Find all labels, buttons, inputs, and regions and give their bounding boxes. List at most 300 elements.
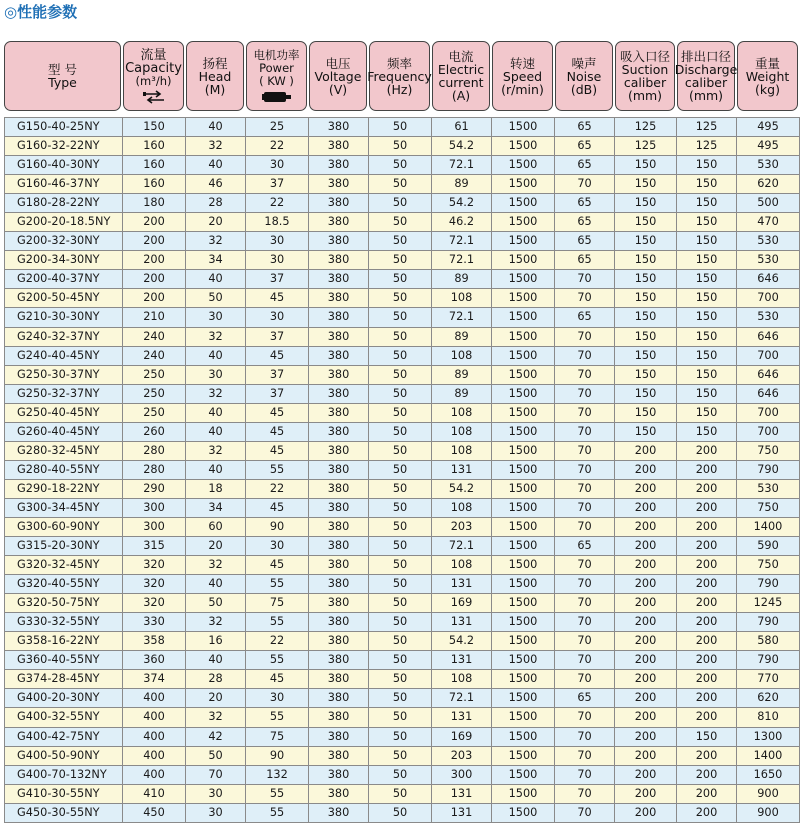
- header-capacity-zh: 流量: [140, 47, 167, 63]
- cell-speed: 1500: [492, 499, 555, 518]
- cell-suction: 150: [615, 156, 677, 175]
- cell-frequency: 50: [369, 270, 432, 289]
- cell-capacity: 150: [123, 117, 186, 137]
- cell-discharge: 200: [677, 747, 737, 766]
- cell-noise: 70: [555, 670, 615, 689]
- header-voltage: [309, 40, 369, 112]
- cell-discharge: 125: [677, 117, 737, 137]
- cell-suction: 200: [615, 499, 677, 518]
- header-current-unit: (A): [451, 88, 471, 103]
- table-row: [4, 708, 800, 727]
- cell-capacity: 160: [123, 175, 186, 194]
- cell-power: 37: [246, 270, 309, 289]
- cell-noise: 70: [555, 785, 615, 804]
- cell-weight: 1400: [737, 518, 800, 537]
- cell-noise: 65: [555, 137, 615, 156]
- cell-weight: 580: [737, 632, 800, 651]
- table-row: [4, 518, 800, 537]
- header-type: [4, 40, 123, 112]
- cell-voltage: 380: [309, 728, 369, 747]
- cell-weight: 700: [737, 404, 800, 423]
- cell-power: 30: [246, 232, 309, 251]
- cell-noise: 70: [555, 270, 615, 289]
- header-power-en: Power: [259, 60, 294, 75]
- header-voltage-zh: 电压: [325, 55, 351, 71]
- cell-frequency: 50: [369, 442, 432, 461]
- cell-type: G250-30-37NY: [4, 366, 123, 385]
- header-head: [186, 40, 246, 112]
- cell-capacity: 300: [123, 518, 186, 537]
- cell-power: 30: [246, 537, 309, 556]
- cell-type: G180-28-22NY: [4, 194, 123, 213]
- cell-discharge: 150: [677, 328, 737, 347]
- cell-discharge: 150: [677, 308, 737, 327]
- header-power-unit: ( KW ): [259, 73, 294, 88]
- cell-current: 89: [432, 175, 492, 194]
- cell-speed: 1500: [492, 575, 555, 594]
- cell-discharge: 200: [677, 804, 737, 823]
- cell-power: 18.5: [246, 213, 309, 232]
- table-row: [4, 594, 800, 613]
- table-row: [4, 117, 800, 137]
- cell-frequency: 50: [369, 137, 432, 156]
- cell-power: 22: [246, 632, 309, 651]
- cell-power: 45: [246, 499, 309, 518]
- cell-discharge: 150: [677, 270, 737, 289]
- cell-type: G200-32-30NY: [4, 232, 123, 251]
- header-weight-zh: 重量: [754, 55, 780, 71]
- cell-weight: 700: [737, 289, 800, 308]
- cell-speed: 1500: [492, 747, 555, 766]
- cell-current: 72.1: [432, 232, 492, 251]
- cell-head: 32: [186, 232, 246, 251]
- header-type-en: Type: [48, 75, 77, 90]
- cell-suction: 150: [615, 423, 677, 442]
- cell-voltage: 380: [309, 804, 369, 823]
- cell-weight: 495: [737, 117, 800, 137]
- cell-power: 45: [246, 404, 309, 423]
- cell-suction: 200: [615, 537, 677, 556]
- cell-noise: 70: [555, 366, 615, 385]
- cell-weight: 810: [737, 708, 800, 727]
- cell-power: 55: [246, 613, 309, 632]
- cell-capacity: 250: [123, 404, 186, 423]
- cell-capacity: 240: [123, 347, 186, 366]
- cell-speed: 1500: [492, 137, 555, 156]
- header-suction: [615, 40, 677, 112]
- cell-voltage: 380: [309, 632, 369, 651]
- cell-suction: 150: [615, 194, 677, 213]
- cell-capacity: 330: [123, 613, 186, 632]
- cell-noise: 70: [555, 461, 615, 480]
- cell-suction: 125: [615, 117, 677, 137]
- cell-noise: 70: [555, 289, 615, 308]
- header-speed-en: Speed: [502, 68, 543, 84]
- cell-frequency: 50: [369, 347, 432, 366]
- cell-current: 61: [432, 117, 492, 137]
- cell-voltage: 380: [309, 270, 369, 289]
- cell-capacity: 400: [123, 708, 186, 727]
- cell-suction: 200: [615, 728, 677, 747]
- table-row: [4, 347, 800, 366]
- header-voltage-en: Voltage: [314, 68, 362, 84]
- cell-frequency: 50: [369, 404, 432, 423]
- cell-current: 89: [432, 328, 492, 347]
- table-row: [4, 651, 800, 670]
- cell-speed: 1500: [492, 194, 555, 213]
- cell-suction: 150: [615, 251, 677, 270]
- header-weight: [737, 40, 800, 112]
- header-weight-en: Weight: [745, 68, 790, 84]
- cell-capacity: 250: [123, 385, 186, 404]
- cell-speed: 1500: [492, 232, 555, 251]
- cell-current: 203: [432, 747, 492, 766]
- header-frequency-zh: 频率: [386, 55, 412, 71]
- cell-voltage: 380: [309, 766, 369, 785]
- table-row: [4, 766, 800, 785]
- cell-speed: 1500: [492, 785, 555, 804]
- cell-head: 20: [186, 213, 246, 232]
- cell-voltage: 380: [309, 785, 369, 804]
- cell-capacity: 200: [123, 251, 186, 270]
- cell-speed: 1500: [492, 175, 555, 194]
- cell-discharge: 150: [677, 366, 737, 385]
- cell-voltage: 380: [309, 117, 369, 137]
- cell-weight: 750: [737, 499, 800, 518]
- header-current-en1: Electric: [437, 62, 485, 77]
- cell-frequency: 50: [369, 670, 432, 689]
- cell-noise: 70: [555, 575, 615, 594]
- cell-capacity: 210: [123, 308, 186, 327]
- cell-power: 37: [246, 366, 309, 385]
- cell-current: 108: [432, 423, 492, 442]
- cell-discharge: 200: [677, 537, 737, 556]
- cell-discharge: 150: [677, 213, 737, 232]
- cell-suction: 150: [615, 366, 677, 385]
- cell-weight: 530: [737, 232, 800, 251]
- cell-noise: 70: [555, 747, 615, 766]
- cell-type: G160-46-37NY: [4, 175, 123, 194]
- cell-discharge: 150: [677, 175, 737, 194]
- cell-speed: 1500: [492, 651, 555, 670]
- cell-power: 45: [246, 442, 309, 461]
- cell-noise: 70: [555, 442, 615, 461]
- cell-current: 89: [432, 270, 492, 289]
- cell-suction: 200: [615, 689, 677, 708]
- cell-type: G280-32-45NY: [4, 442, 123, 461]
- cell-power: 45: [246, 556, 309, 575]
- cell-discharge: 200: [677, 480, 737, 499]
- cell-voltage: 380: [309, 289, 369, 308]
- cell-speed: 1500: [492, 308, 555, 327]
- cell-suction: 150: [615, 289, 677, 308]
- header-frequency: [369, 40, 432, 112]
- cell-type: G150-40-25NY: [4, 117, 123, 137]
- cell-voltage: 380: [309, 708, 369, 727]
- cell-noise: 70: [555, 632, 615, 651]
- section-title-text: ◎性能参数: [4, 3, 78, 21]
- cell-discharge: 200: [677, 689, 737, 708]
- header-power-zh: 电机功率: [253, 47, 300, 62]
- cell-weight: 750: [737, 442, 800, 461]
- cell-current: 89: [432, 385, 492, 404]
- header-noise-en: Noise: [566, 68, 602, 84]
- cell-discharge: 150: [677, 289, 737, 308]
- cell-discharge: 200: [677, 594, 737, 613]
- table-row: [4, 308, 800, 327]
- header-type-zh: 型 号: [48, 62, 77, 77]
- cell-type: G320-32-45NY: [4, 556, 123, 575]
- cell-power: 45: [246, 670, 309, 689]
- cell-noise: 70: [555, 651, 615, 670]
- cell-suction: 150: [615, 347, 677, 366]
- cell-speed: 1500: [492, 423, 555, 442]
- table-header-row: [4, 40, 800, 112]
- cell-power: 37: [246, 328, 309, 347]
- cell-type: G160-32-22NY: [4, 137, 123, 156]
- cell-discharge: 200: [677, 613, 737, 632]
- header-current-zh: 电流: [448, 49, 474, 64]
- cell-suction: 200: [615, 556, 677, 575]
- cell-suction: 200: [615, 785, 677, 804]
- cell-frequency: 50: [369, 117, 432, 137]
- cell-frequency: 50: [369, 708, 432, 727]
- cell-capacity: 160: [123, 156, 186, 175]
- cell-discharge: 200: [677, 499, 737, 518]
- cell-noise: 70: [555, 766, 615, 785]
- cell-power: 132: [246, 766, 309, 785]
- cell-head: 40: [186, 575, 246, 594]
- cell-speed: 1500: [492, 537, 555, 556]
- cell-current: 72.1: [432, 689, 492, 708]
- cell-current: 72.1: [432, 251, 492, 270]
- cell-suction: 150: [615, 308, 677, 327]
- cell-power: 22: [246, 194, 309, 213]
- cell-type: G250-40-45NY: [4, 404, 123, 423]
- cell-speed: 1500: [492, 670, 555, 689]
- cell-frequency: 50: [369, 613, 432, 632]
- cell-suction: 150: [615, 232, 677, 251]
- cell-head: 32: [186, 556, 246, 575]
- cell-head: 50: [186, 594, 246, 613]
- cell-suction: 200: [615, 518, 677, 537]
- cell-voltage: 380: [309, 251, 369, 270]
- cell-discharge: 200: [677, 442, 737, 461]
- table-row: [4, 194, 800, 213]
- cell-voltage: 380: [309, 213, 369, 232]
- performance-table: [4, 40, 800, 823]
- section-title: [4, 2, 77, 22]
- cell-voltage: 380: [309, 347, 369, 366]
- cell-frequency: 50: [369, 480, 432, 499]
- cell-capacity: 400: [123, 766, 186, 785]
- cell-power: 90: [246, 518, 309, 537]
- cell-current: 54.2: [432, 480, 492, 499]
- cell-current: 89: [432, 366, 492, 385]
- cell-head: 30: [186, 366, 246, 385]
- cell-current: 72.1: [432, 308, 492, 327]
- cell-discharge: 200: [677, 785, 737, 804]
- cell-type: G200-34-30NY: [4, 251, 123, 270]
- table-body: [4, 112, 800, 823]
- cell-capacity: 358: [123, 632, 186, 651]
- cell-weight: 1300: [737, 728, 800, 747]
- motor-icon: [262, 88, 292, 104]
- cell-weight: 470: [737, 213, 800, 232]
- table-row: [4, 480, 800, 499]
- header-suction-unit: (mm): [627, 88, 663, 103]
- table-row: [4, 728, 800, 747]
- cell-weight: 790: [737, 575, 800, 594]
- cell-speed: 1500: [492, 347, 555, 366]
- cell-noise: 65: [555, 537, 615, 556]
- cell-capacity: 280: [123, 442, 186, 461]
- cell-speed: 1500: [492, 251, 555, 270]
- cell-current: 108: [432, 499, 492, 518]
- cell-speed: 1500: [492, 480, 555, 499]
- cell-power: 30: [246, 308, 309, 327]
- cell-voltage: 380: [309, 442, 369, 461]
- cell-speed: 1500: [492, 689, 555, 708]
- cell-capacity: 400: [123, 689, 186, 708]
- header-discharge-zh: 排出口径: [680, 49, 731, 64]
- cell-weight: 646: [737, 385, 800, 404]
- header-speed: [492, 40, 555, 112]
- cell-frequency: 50: [369, 328, 432, 347]
- cell-power: 45: [246, 347, 309, 366]
- cell-head: 16: [186, 632, 246, 651]
- cell-head: 32: [186, 613, 246, 632]
- cell-head: 32: [186, 708, 246, 727]
- table-row: [4, 613, 800, 632]
- cell-power: 90: [246, 747, 309, 766]
- cell-speed: 1500: [492, 708, 555, 727]
- header-discharge-unit: (mm): [688, 88, 724, 103]
- cell-weight: 500: [737, 194, 800, 213]
- cell-voltage: 380: [309, 747, 369, 766]
- cell-power: 55: [246, 804, 309, 823]
- cell-discharge: 125: [677, 137, 737, 156]
- cell-head: 32: [186, 328, 246, 347]
- cell-voltage: 380: [309, 423, 369, 442]
- cell-head: 42: [186, 728, 246, 747]
- cell-discharge: 200: [677, 518, 737, 537]
- cell-head: 30: [186, 785, 246, 804]
- cell-frequency: 50: [369, 423, 432, 442]
- header-voltage-unit: (V): [328, 81, 348, 97]
- cell-discharge: 150: [677, 194, 737, 213]
- cell-frequency: 50: [369, 232, 432, 251]
- cell-discharge: 150: [677, 385, 737, 404]
- cell-current: 108: [432, 442, 492, 461]
- cell-voltage: 380: [309, 404, 369, 423]
- cell-speed: 1500: [492, 613, 555, 632]
- cell-voltage: 380: [309, 689, 369, 708]
- cell-discharge: 200: [677, 461, 737, 480]
- cell-type: G360-40-55NY: [4, 651, 123, 670]
- cell-power: 25: [246, 117, 309, 137]
- cell-capacity: 200: [123, 232, 186, 251]
- cell-frequency: 50: [369, 537, 432, 556]
- cell-noise: 70: [555, 328, 615, 347]
- header-speed-zh: 转速: [509, 55, 535, 71]
- cell-current: 131: [432, 804, 492, 823]
- cell-capacity: 320: [123, 556, 186, 575]
- cell-capacity: 240: [123, 328, 186, 347]
- cell-power: 37: [246, 175, 309, 194]
- cell-head: 46: [186, 175, 246, 194]
- cell-type: G240-32-37NY: [4, 328, 123, 347]
- cell-speed: 1500: [492, 328, 555, 347]
- header-discharge-en2: caliber: [684, 75, 728, 90]
- cell-capacity: 200: [123, 270, 186, 289]
- cell-suction: 200: [615, 632, 677, 651]
- cell-noise: 70: [555, 499, 615, 518]
- cell-discharge: 200: [677, 766, 737, 785]
- cell-type: G374-28-45NY: [4, 670, 123, 689]
- cell-suction: 200: [615, 442, 677, 461]
- cell-discharge: 150: [677, 347, 737, 366]
- cell-weight: 590: [737, 537, 800, 556]
- cell-noise: 70: [555, 728, 615, 747]
- table-row: [4, 461, 800, 480]
- cell-voltage: 380: [309, 232, 369, 251]
- cell-noise: 70: [555, 175, 615, 194]
- cell-current: 54.2: [432, 194, 492, 213]
- cell-suction: 150: [615, 175, 677, 194]
- cell-head: 32: [186, 137, 246, 156]
- table-row: [4, 423, 800, 442]
- cell-noise: 70: [555, 518, 615, 537]
- cell-noise: 70: [555, 480, 615, 499]
- cell-noise: 70: [555, 708, 615, 727]
- cell-power: 30: [246, 689, 309, 708]
- cell-type: G320-40-55NY: [4, 575, 123, 594]
- cell-type: G300-60-90NY: [4, 518, 123, 537]
- cell-current: 131: [432, 785, 492, 804]
- cell-frequency: 50: [369, 289, 432, 308]
- cell-power: 45: [246, 289, 309, 308]
- cell-current: 108: [432, 289, 492, 308]
- cell-noise: 65: [555, 213, 615, 232]
- cell-capacity: 160: [123, 137, 186, 156]
- cell-type: G250-32-37NY: [4, 385, 123, 404]
- cell-discharge: 200: [677, 708, 737, 727]
- cell-voltage: 380: [309, 613, 369, 632]
- cell-type: G315-20-30NY: [4, 537, 123, 556]
- header-capacity-en: Capacity: [125, 60, 182, 76]
- cell-weight: 900: [737, 804, 800, 823]
- cell-head: 34: [186, 499, 246, 518]
- cell-noise: 65: [555, 251, 615, 270]
- cell-speed: 1500: [492, 156, 555, 175]
- header-head-en: Head: [198, 68, 232, 84]
- cell-type: G290-18-22NY: [4, 480, 123, 499]
- cell-frequency: 50: [369, 518, 432, 537]
- cell-weight: 790: [737, 461, 800, 480]
- cell-speed: 1500: [492, 404, 555, 423]
- cell-head: 50: [186, 747, 246, 766]
- cell-current: 169: [432, 594, 492, 613]
- table-row: [4, 270, 800, 289]
- table-row: [4, 232, 800, 251]
- table-row: [4, 137, 800, 156]
- cell-weight: 1400: [737, 747, 800, 766]
- cell-capacity: 400: [123, 747, 186, 766]
- table-row: [4, 328, 800, 347]
- header-suction-en1: Suction: [621, 62, 669, 77]
- cell-head: 40: [186, 156, 246, 175]
